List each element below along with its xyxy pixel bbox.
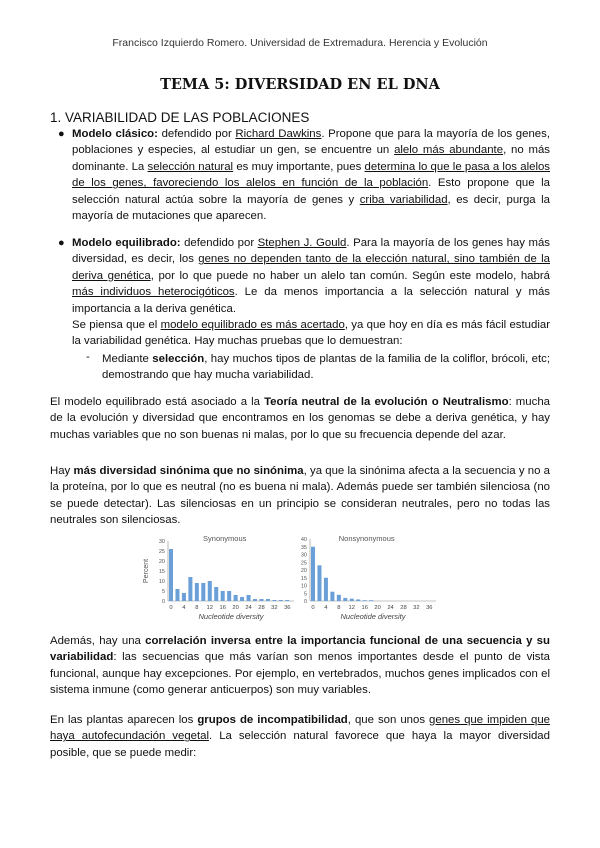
- y-tick-label: 40: [300, 537, 307, 544]
- x-tick-label: 8: [337, 605, 341, 611]
- histogram-bar: [369, 600, 373, 601]
- x-tick-label: 20: [232, 605, 239, 611]
- underlined-term: selección natural: [147, 160, 234, 173]
- sub-item-selection: Mediante selección, hay muchos tipos de plantas de la familia de la coliflor, brócoli, etc; demostrando que hay mucha variabilidad.: [102, 353, 550, 382]
- underlined-term: Stephen J. Gould: [257, 237, 347, 249]
- histogram-bar: [182, 593, 186, 601]
- x-tick-label: 32: [271, 605, 278, 611]
- x-tick-label: 4: [182, 605, 186, 611]
- x-tick-label: 8: [195, 605, 199, 611]
- chart-title: Synonymous: [203, 534, 247, 543]
- histogram-bar: [266, 599, 270, 601]
- y-tick-label: 25: [300, 560, 307, 567]
- histogram-bar: [272, 600, 276, 601]
- underlined-term: criba variabilidad: [359, 193, 448, 206]
- x-tick-label: 12: [206, 605, 213, 611]
- paragraph-incompatibility-groups: En las plantas aparecen los grupos de incompatibilidad, que son unos genes que impiden que haya autofecundación vegetal. La selección natural favorece que haya la mayor diversidad posible, que se puede medir:: [50, 714, 551, 759]
- x-axis-label: Nucleotide diversity: [198, 612, 264, 621]
- x-tick-label: 24: [245, 605, 252, 611]
- histogram-bar: [363, 600, 367, 601]
- histogram-bar: [285, 600, 289, 601]
- paragraph-synonymous-diversity: Hay más diversidad sinónima que no sinónima, ya que la sinónima afecta a la secuencia y no a la proteína, por lo que es neutral (no es buena ni mala). Además puede ser también silenciosa (no se puede detectar). Las silenciosas en un principio se consideran neutrales, pero no todas las neutrales son silenciosas.: [50, 465, 551, 527]
- y-tick-label: 5: [303, 591, 307, 598]
- y-tick-label: 5: [161, 589, 165, 596]
- underlined-term: más individuos heterocigóticos: [72, 286, 235, 299]
- underlined-term: modelo equilibrado es más acertado: [160, 319, 345, 332]
- y-tick-label: 15: [158, 569, 165, 576]
- page-header: Francisco Izquierdo Romero. Universidad de Extremadura. Herencia y Evolución: [112, 37, 488, 49]
- histogram-bar: [356, 599, 360, 601]
- y-tick-label: 25: [158, 549, 165, 556]
- histogram-bar: [324, 578, 328, 601]
- page-title: TEMA 5: DIVERSIDAD EN EL DNA: [160, 76, 440, 93]
- bullet-dot: ●: [58, 237, 65, 249]
- y-tick-label: 20: [300, 568, 307, 575]
- paragraph-inverse-correlation: Además, hay una correlación inversa entre la importancia funcional de una secuencia y su variabilidad: las secuencias que más varían son menos importantes desde el punto de vista funcional, aunque hay excepciones. Por ejemplo, en vertebrados, muchos genes implicados con el sistema inmune (como generar anticuerpos) son muy variables.: [50, 635, 550, 697]
- histogram-bar: [234, 595, 238, 601]
- histogram-bar: [214, 587, 218, 601]
- y-tick-label: 20: [158, 559, 165, 566]
- x-tick-label: 4: [324, 605, 328, 611]
- underlined-term: alelo más abundante: [394, 144, 504, 157]
- underlined-term: determina lo que le pasa a los alelos de los genes, favoreciendo los alelos en función de la población: [72, 160, 550, 190]
- x-tick-label: 20: [374, 605, 381, 611]
- bullet-balanced-model: Modelo equilibrado: defendido por Stephen J. Gould. Para la mayoría de los genes hay más diversidad, es decir, los genes no dependen tanto de la elección natural, sino también de la deriva genética, por lo que puede no haber un alelo tan común. Según este modelo, habrá más individuos heterocigóticos. Le da menos importancia a la selección natural y más importancia a la deriva genética. Se piensa que el modelo equilibrado es más acertado, ya que hoy en día es más fácil estudiar la variabilidad genética. Hay muchas pruebas que lo demuestran:: [72, 237, 550, 348]
- histogram-bar: [240, 597, 244, 601]
- histogram-bar: [350, 599, 354, 601]
- histogram-bar: [175, 589, 179, 601]
- x-tick-label: 36: [426, 605, 433, 611]
- histogram-bar: [259, 599, 263, 601]
- histogram-bar: [221, 591, 225, 601]
- x-tick-label: 12: [348, 605, 355, 611]
- y-tick-label: 30: [300, 552, 307, 559]
- histogram-bar: [311, 547, 315, 601]
- x-tick-label: 36: [284, 605, 291, 611]
- x-axis-label: Nucleotide diversity: [340, 612, 406, 621]
- nonsynonymous-histogram: [296, 531, 446, 627]
- y-tick-label: 0: [161, 599, 165, 606]
- x-tick-label: 16: [219, 605, 226, 611]
- bullet-classic-model: Modelo clásico: defendido por Richard Dawkins. Propone que para la mayoría de los genes, poblaciones y especies, al estudiar un gen, se encuentre un alelo más abundante, no más dominante. La selección natural es muy importante, pues determina lo que le pasa a los alelos de los genes, favoreciendo los alelos en función de la población. Esto propone que la selección natural actúa sobre la mayoría de genes y criba variabilidad, es decir, purga la mayoría de mutaciones que aparecen.: [72, 128, 551, 223]
- y-tick-label: 0: [303, 599, 307, 606]
- bullet-label: Modelo equilibrado:: [72, 237, 181, 249]
- y-tick-label: 30: [158, 539, 165, 546]
- synonymous-histogram: [140, 531, 300, 627]
- histogram-bar: [317, 565, 321, 601]
- histogram-bar: [337, 595, 341, 601]
- x-tick-label: 24: [387, 605, 394, 611]
- histogram-bar: [169, 549, 173, 601]
- histogram-bar: [253, 599, 257, 601]
- histogram-bar: [208, 581, 212, 601]
- y-tick-label: 10: [300, 583, 307, 590]
- underlined-term: Richard Dawkins: [235, 128, 322, 140]
- x-tick-label: 28: [258, 605, 265, 611]
- y-tick-label: 35: [300, 544, 307, 551]
- underlined-term: genes que impiden que haya autofecundación vegetal: [50, 714, 551, 743]
- histogram-bar: [188, 577, 192, 601]
- bullet-dot: ●: [58, 128, 65, 140]
- histogram-bar: [227, 591, 231, 601]
- histogram-bar: [343, 598, 347, 601]
- histogram-bar: [279, 600, 283, 601]
- y-tick-label: 15: [300, 575, 307, 582]
- histogram-bar: [330, 592, 334, 601]
- x-tick-label: 16: [361, 605, 368, 611]
- x-tick-label: 28: [400, 605, 407, 611]
- bullet-label: Modelo clásico:: [72, 128, 158, 140]
- histogram-bar: [247, 595, 251, 601]
- histogram-bar: [201, 583, 205, 601]
- x-tick-label: 32: [413, 605, 420, 611]
- x-tick-label: 0: [169, 605, 173, 611]
- y-tick-label: 10: [158, 579, 165, 586]
- histogram-bar: [195, 583, 199, 601]
- x-tick-label: 0: [311, 605, 315, 611]
- section-heading: 1. VARIABILIDAD DE LAS POBLACIONES: [50, 110, 310, 125]
- paragraph-neutral-theory: El modelo equilibrado está asociado a la Teoría neutral de la evolución o Neutralismo: mucha de la evolución y diversidad que encontramos en los genomas se debe a deriva genética, y hay muchas variables que no son buenas ni malas, por lo que su frecuencia depende del azar.: [50, 396, 550, 441]
- dash-marker: -: [86, 351, 90, 363]
- y-axis-label: Percent: [143, 558, 150, 584]
- chart-title: Nonsynonymous: [338, 534, 395, 543]
- underlined-term: genes no dependen tanto de la elección natural, sino también de la deriva genética: [72, 253, 550, 282]
